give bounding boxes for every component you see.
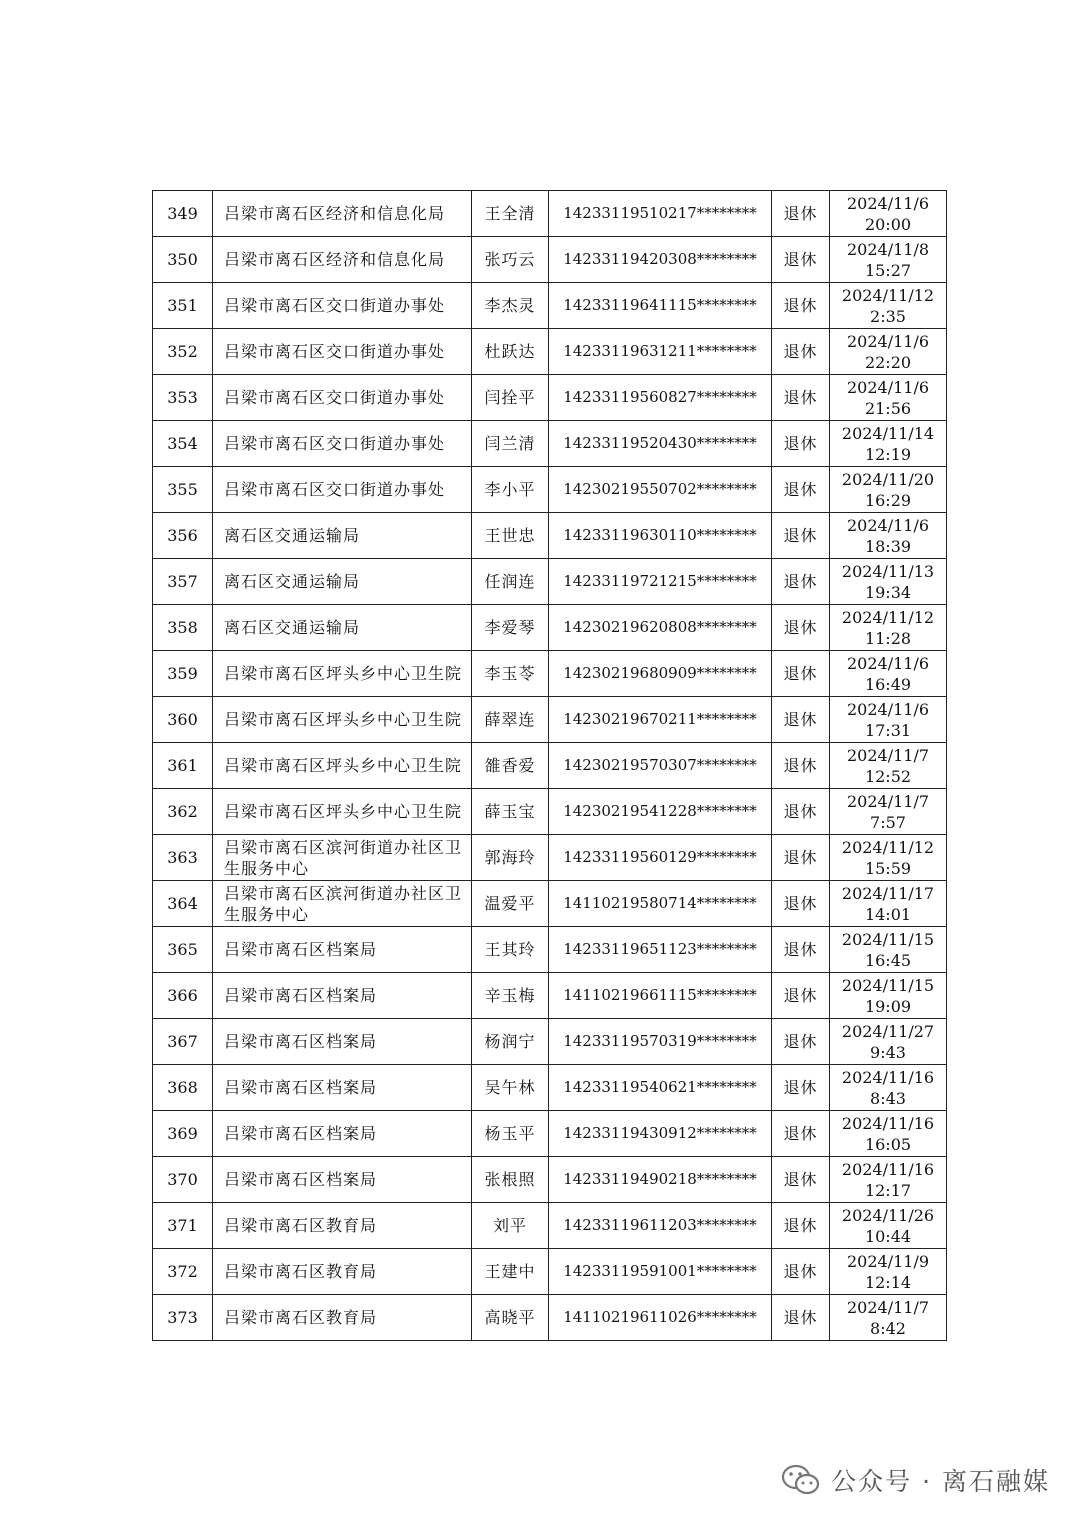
table-row: [153, 881, 947, 927]
row-type: 退休: [772, 1203, 830, 1249]
row-date: 2024/11/8: [846, 239, 930, 259]
row-date: 2024/11/12: [841, 285, 935, 305]
row-datetime: [830, 1157, 947, 1203]
row-number: 360: [153, 697, 213, 743]
row-id-number: 14230219570307********: [549, 743, 772, 789]
row-number: 358: [153, 605, 213, 651]
row-name: 闫拴平: [472, 375, 549, 421]
records-table: [152, 190, 947, 1341]
table-row: [153, 329, 947, 375]
row-id-number: 14233119560129********: [549, 835, 772, 881]
row-number: 368: [153, 1065, 213, 1111]
table-row: [153, 1019, 947, 1065]
row-id-number: 14230219541228********: [549, 789, 772, 835]
row-unit: 吕梁市离石区滨河街道办社区卫生服务中心: [213, 835, 472, 881]
row-unit: 离石区交通运输局: [213, 513, 472, 559]
table-row: [153, 283, 947, 329]
table-row: [153, 1295, 947, 1341]
row-type: 退休: [772, 559, 830, 605]
row-datetime: [830, 973, 947, 1019]
row-datetime: [830, 651, 947, 697]
row-date: 2024/11/6: [846, 377, 930, 397]
row-type: 退休: [772, 697, 830, 743]
table-row: [153, 605, 947, 651]
row-datetime: [830, 1065, 947, 1111]
row-name: 高晓平: [472, 1295, 549, 1341]
row-id-number: 14233119630110********: [549, 513, 772, 559]
row-date: 2024/11/7: [846, 791, 930, 811]
row-name: 王建中: [472, 1249, 549, 1295]
row-id-number: 14233119520430********: [549, 421, 772, 467]
table-row: [153, 697, 947, 743]
row-type: 退休: [772, 789, 830, 835]
row-name: 杨润宁: [472, 1019, 549, 1065]
table-row: [153, 375, 947, 421]
row-unit: 吕梁市离石区交口街道办事处: [213, 329, 472, 375]
row-unit: 吕梁市离石区交口街道办事处: [213, 375, 472, 421]
row-number: 363: [153, 835, 213, 881]
row-time: 16:29: [864, 490, 912, 510]
row-unit: 离石区交通运输局: [213, 559, 472, 605]
row-number: 364: [153, 881, 213, 927]
table-row: [153, 973, 947, 1019]
row-name: 吴午林: [472, 1065, 549, 1111]
row-id-number: 14233119721215********: [549, 559, 772, 605]
row-name: 李杰灵: [472, 283, 549, 329]
row-time: 12:14: [864, 1272, 912, 1292]
row-name: 辛玉梅: [472, 973, 549, 1019]
row-time: 20:00: [864, 214, 912, 234]
row-time: 22:20: [864, 352, 912, 372]
row-number: 353: [153, 375, 213, 421]
row-time: 17:31: [864, 720, 912, 740]
row-datetime: [830, 881, 947, 927]
row-datetime: [830, 697, 947, 743]
row-id-number: 14230219620808********: [549, 605, 772, 651]
row-time: 10:44: [864, 1226, 912, 1246]
row-number: 351: [153, 283, 213, 329]
row-time: 12:17: [864, 1180, 912, 1200]
row-datetime: [830, 1249, 947, 1295]
row-type: 退休: [772, 467, 830, 513]
row-unit: 吕梁市离石区档案局: [213, 1157, 472, 1203]
table-row: [153, 789, 947, 835]
row-date: 2024/11/27: [841, 1021, 935, 1041]
row-type: 退休: [772, 1157, 830, 1203]
row-date: 2024/11/26: [841, 1205, 935, 1225]
row-type: 退休: [772, 927, 830, 973]
row-id-number: 14233119420308********: [549, 237, 772, 283]
wechat-icon: [781, 1463, 821, 1497]
row-type: 退休: [772, 1019, 830, 1065]
row-number: 356: [153, 513, 213, 559]
row-datetime: [830, 927, 947, 973]
row-number: 372: [153, 1249, 213, 1295]
row-number: 352: [153, 329, 213, 375]
row-datetime: [830, 743, 947, 789]
row-date: 2024/11/15: [841, 975, 935, 995]
row-date: 2024/11/6: [846, 653, 930, 673]
row-name: 杨玉平: [472, 1111, 549, 1157]
row-time: 16:05: [864, 1134, 912, 1154]
watermark: [781, 1462, 1050, 1498]
row-date: 2024/11/20: [841, 469, 935, 489]
row-id-number: 14233119430912********: [549, 1111, 772, 1157]
row-datetime: [830, 237, 947, 283]
row-time: 18:39: [864, 536, 912, 556]
row-number: 371: [153, 1203, 213, 1249]
row-unit: 吕梁市离石区档案局: [213, 1111, 472, 1157]
row-id-number: 14233119490218********: [549, 1157, 772, 1203]
row-unit: 吕梁市离石区档案局: [213, 927, 472, 973]
row-name: 张巧云: [472, 237, 549, 283]
row-name: 李爱琴: [472, 605, 549, 651]
row-date: 2024/11/6: [846, 193, 930, 213]
row-datetime: [830, 329, 947, 375]
row-id-number: 14230219670211********: [549, 697, 772, 743]
row-time: 2:35: [870, 306, 906, 326]
row-date: 2024/11/6: [846, 331, 930, 351]
row-type: 退休: [772, 283, 830, 329]
row-time: 7:57: [870, 812, 906, 832]
table-row: [153, 513, 947, 559]
row-name: 王其玲: [472, 927, 549, 973]
row-id-number: 14230219550702********: [549, 467, 772, 513]
row-date: 2024/11/15: [841, 929, 935, 949]
row-number: 370: [153, 1157, 213, 1203]
row-datetime: [830, 1111, 947, 1157]
row-time: 15:27: [864, 260, 912, 280]
row-type: 退休: [772, 329, 830, 375]
row-name: 郭海玲: [472, 835, 549, 881]
row-type: 退休: [772, 881, 830, 927]
row-type: 退休: [772, 651, 830, 697]
row-id-number: 14233119611203********: [549, 1203, 772, 1249]
row-name: 薛翠连: [472, 697, 549, 743]
row-name: 温爱平: [472, 881, 549, 927]
row-date: 2024/11/16: [841, 1113, 935, 1133]
row-name: 王世忠: [472, 513, 549, 559]
table-row: [153, 1111, 947, 1157]
row-name: 任润连: [472, 559, 549, 605]
row-datetime: [830, 605, 947, 651]
row-unit: 吕梁市离石区坪头乡中心卫生院: [213, 789, 472, 835]
row-name: 刘平: [472, 1203, 549, 1249]
row-type: 退休: [772, 191, 830, 237]
row-name: 闫兰清: [472, 421, 549, 467]
row-datetime: [830, 559, 947, 605]
row-id-number: 14233119570319********: [549, 1019, 772, 1065]
row-unit: 吕梁市离石区坪头乡中心卫生院: [213, 697, 472, 743]
row-type: 退休: [772, 237, 830, 283]
row-date: 2024/11/16: [841, 1067, 935, 1087]
row-number: 373: [153, 1295, 213, 1341]
row-date: 2024/11/9: [846, 1251, 930, 1271]
row-unit: 离石区交通运输局: [213, 605, 472, 651]
row-unit: 吕梁市离石区档案局: [213, 973, 472, 1019]
row-id-number: 14233119631211********: [549, 329, 772, 375]
row-type: 退休: [772, 1295, 830, 1341]
row-time: 9:43: [870, 1042, 906, 1062]
row-type: 退休: [772, 1111, 830, 1157]
row-name: 李小平: [472, 467, 549, 513]
table-row: [153, 559, 947, 605]
row-type: 退休: [772, 835, 830, 881]
row-time: 12:52: [864, 766, 912, 786]
row-number: 367: [153, 1019, 213, 1065]
row-id-number: 14110219580714********: [549, 881, 772, 927]
table-row: [153, 1157, 947, 1203]
row-number: 359: [153, 651, 213, 697]
row-type: 退休: [772, 513, 830, 559]
row-id-number: 14233119591001********: [549, 1249, 772, 1295]
row-name: 薛玉宝: [472, 789, 549, 835]
row-datetime: [830, 1295, 947, 1341]
row-unit: 吕梁市离石区教育局: [213, 1203, 472, 1249]
row-number: 369: [153, 1111, 213, 1157]
row-unit: 吕梁市离石区交口街道办事处: [213, 283, 472, 329]
row-type: 退休: [772, 743, 830, 789]
row-id-number: 14110219661115********: [549, 973, 772, 1019]
row-date: 2024/11/12: [841, 607, 935, 627]
row-time: 21:56: [864, 398, 912, 418]
row-unit: 吕梁市离石区档案局: [213, 1065, 472, 1111]
table-row: [153, 191, 947, 237]
row-date: 2024/11/17: [841, 883, 935, 903]
row-number: 357: [153, 559, 213, 605]
row-datetime: [830, 789, 947, 835]
row-number: 350: [153, 237, 213, 283]
row-datetime: [830, 421, 947, 467]
row-unit: 吕梁市离石区经济和信息化局: [213, 191, 472, 237]
row-type: 退休: [772, 605, 830, 651]
row-type: 退休: [772, 1249, 830, 1295]
row-id-number: 14233119560827********: [549, 375, 772, 421]
row-date: 2024/11/13: [841, 561, 935, 581]
row-id-number: 14233119510217********: [549, 191, 772, 237]
row-date: 2024/11/6: [846, 699, 930, 719]
row-unit: 吕梁市离石区档案局: [213, 1019, 472, 1065]
row-time: 16:45: [864, 950, 912, 970]
row-id-number: 14110219611026********: [549, 1295, 772, 1341]
row-type: 退休: [772, 375, 830, 421]
table-row: [153, 927, 947, 973]
row-number: 362: [153, 789, 213, 835]
row-type: 退休: [772, 421, 830, 467]
row-number: 361: [153, 743, 213, 789]
row-datetime: [830, 283, 947, 329]
row-datetime: [830, 191, 947, 237]
row-datetime: [830, 1203, 947, 1249]
table-row: [153, 835, 947, 881]
records-table-body: [153, 191, 947, 1341]
row-number: 366: [153, 973, 213, 1019]
row-date: 2024/11/14: [841, 423, 935, 443]
row-unit: 吕梁市离石区滨河街道办社区卫生服务中心: [213, 881, 472, 927]
table-row: [153, 1249, 947, 1295]
row-unit: 吕梁市离石区教育局: [213, 1295, 472, 1341]
row-datetime: [830, 467, 947, 513]
table-row: [153, 743, 947, 789]
row-time: 19:09: [864, 996, 912, 1016]
row-id-number: 14233119641115********: [549, 283, 772, 329]
row-name: 杜跃达: [472, 329, 549, 375]
row-time: 8:43: [870, 1088, 906, 1108]
watermark-text: 公众号 · 离石融媒: [831, 1467, 1050, 1496]
row-time: 12:19: [864, 444, 912, 464]
row-id-number: 14233119540621********: [549, 1065, 772, 1111]
row-name: 雒香爱: [472, 743, 549, 789]
row-date: 2024/11/6: [846, 515, 930, 535]
row-date: 2024/11/7: [846, 745, 930, 765]
row-id-number: 14230219680909********: [549, 651, 772, 697]
row-unit: 吕梁市离石区坪头乡中心卫生院: [213, 743, 472, 789]
row-number: 349: [153, 191, 213, 237]
row-name: 王全清: [472, 191, 549, 237]
row-datetime: [830, 835, 947, 881]
row-id-number: 14233119651123********: [549, 927, 772, 973]
row-unit: 吕梁市离石区交口街道办事处: [213, 467, 472, 513]
table-row: [153, 237, 947, 283]
row-name: 李玉苓: [472, 651, 549, 697]
table-row: [153, 421, 947, 467]
row-time: 8:42: [870, 1318, 906, 1338]
row-datetime: [830, 1019, 947, 1065]
row-number: 354: [153, 421, 213, 467]
table-row: [153, 467, 947, 513]
row-type: 退休: [772, 973, 830, 1019]
table-row: [153, 1203, 947, 1249]
row-time: 16:49: [864, 674, 912, 694]
row-time: 14:01: [864, 904, 912, 924]
row-name: 张根照: [472, 1157, 549, 1203]
row-date: 2024/11/16: [841, 1159, 935, 1179]
row-unit: 吕梁市离石区教育局: [213, 1249, 472, 1295]
table-row: [153, 1065, 947, 1111]
row-date: 2024/11/12: [841, 837, 935, 857]
row-unit: 吕梁市离石区经济和信息化局: [213, 237, 472, 283]
row-number: 365: [153, 927, 213, 973]
row-datetime: [830, 375, 947, 421]
row-unit: 吕梁市离石区交口街道办事处: [213, 421, 472, 467]
table-row: [153, 651, 947, 697]
row-number: 355: [153, 467, 213, 513]
row-type: 退休: [772, 1065, 830, 1111]
row-time: 15:59: [864, 858, 912, 878]
row-time: 11:28: [864, 628, 912, 648]
row-unit: 吕梁市离石区坪头乡中心卫生院: [213, 651, 472, 697]
row-datetime: [830, 513, 947, 559]
row-date: 2024/11/7: [846, 1297, 930, 1317]
row-time: 19:34: [864, 582, 912, 602]
